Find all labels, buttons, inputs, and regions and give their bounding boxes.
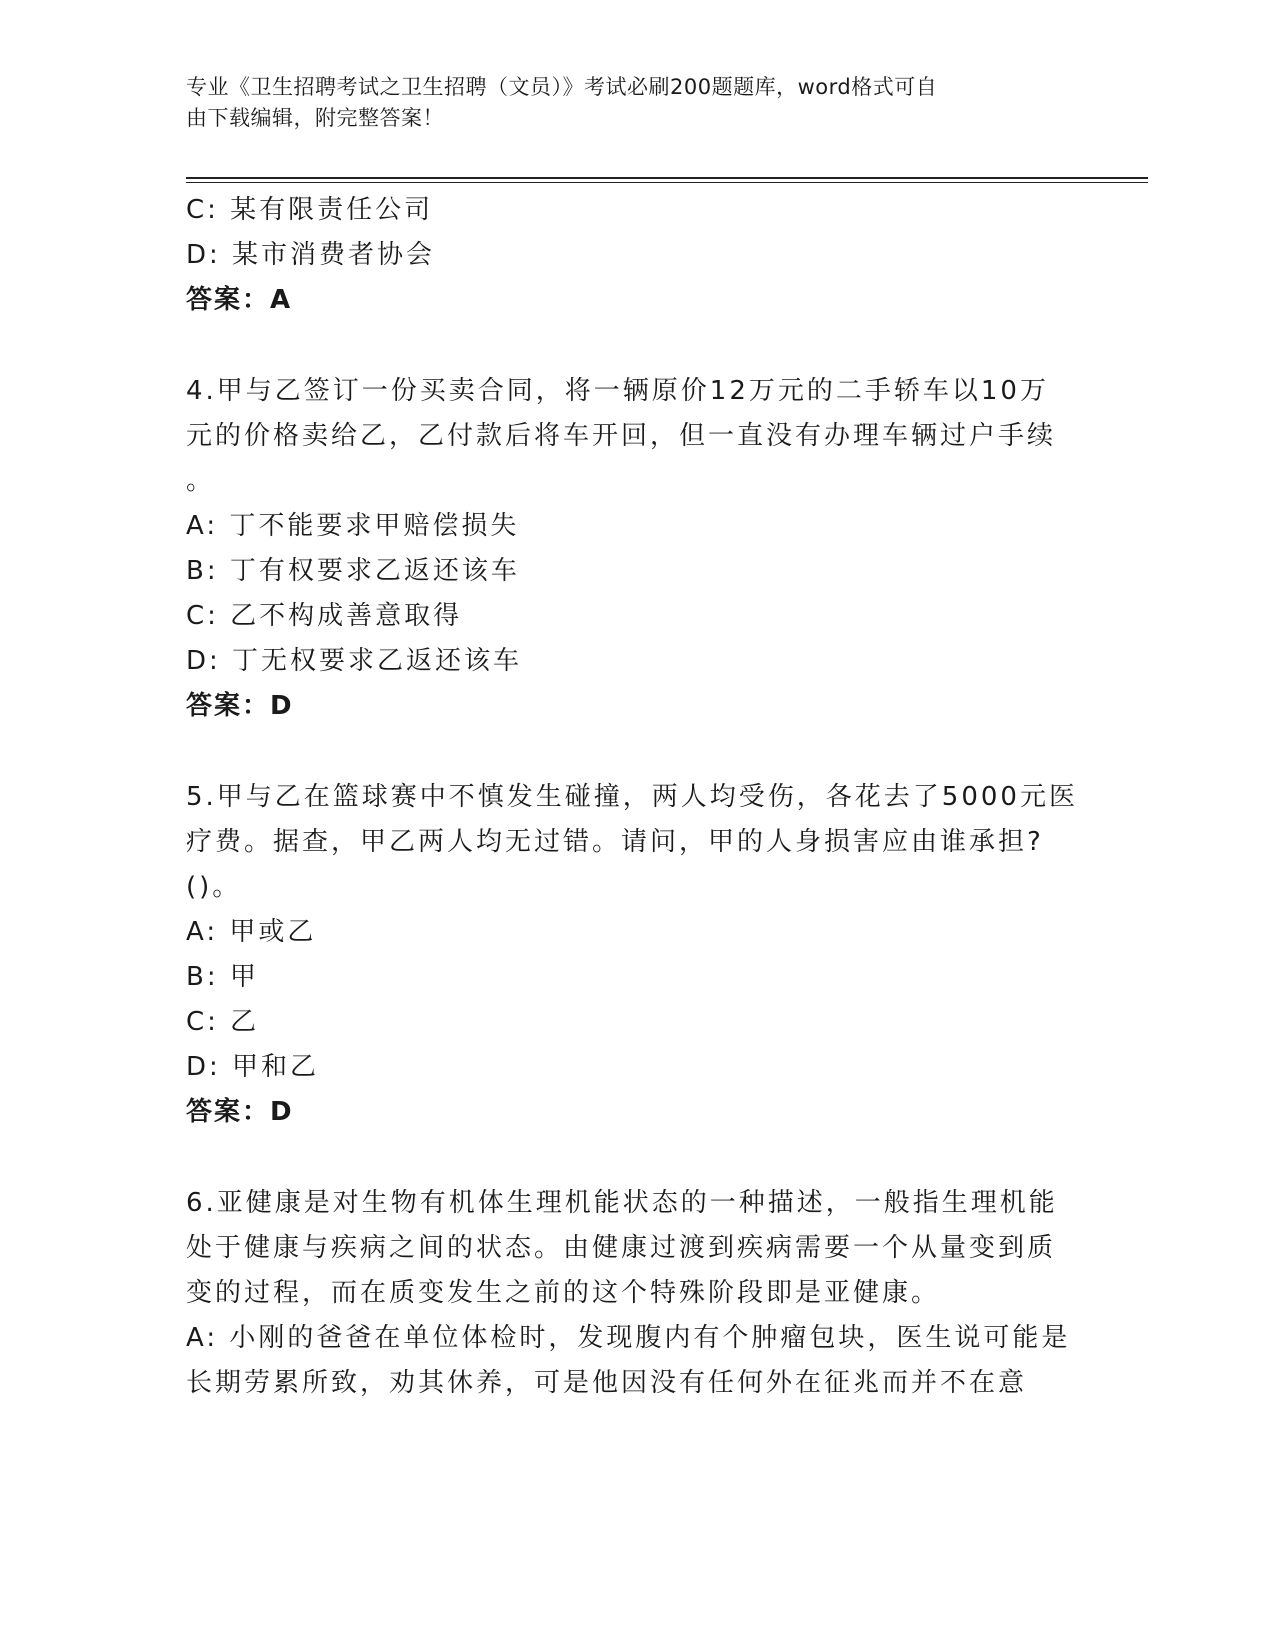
question-5-block	[186, 775, 1086, 1135]
q3-option-c: C: 某有限责任公司	[186, 195, 434, 225]
q5-option-b: B: 甲	[186, 962, 259, 992]
q4-option-d: D: 丁无权要求乙返还该车	[186, 646, 523, 676]
q5-option-a: A: 甲或乙	[186, 917, 317, 947]
q4-option-b: B: 丁有权要求乙返还该车	[186, 556, 520, 586]
q6-option-a-line-2: 长期劳累所致，劝其休养，可是他因没有任何外在征兆而并不在意	[186, 1368, 1028, 1398]
q4-stem-line-3: 。	[186, 466, 216, 496]
q4-stem-line-2: 元的价格卖给乙，乙付款后将车开回，但一直没有办理车辆过户手续	[186, 421, 1057, 451]
question-3-block	[186, 188, 1086, 323]
q5-stem-line-1: 5.甲与乙在篮球赛中不慎发生碰撞，两人均受伤，各花去了5000元医	[186, 782, 1078, 812]
q5-stem-line-2: 疗费。据查，甲乙两人均无过错。请问，甲的人身损害应由谁承担?	[186, 827, 1044, 857]
q6-stem-line-3: 变的过程，而在质变发生之前的这个特殊阶段即是亚健康。	[186, 1278, 941, 1308]
spacer	[186, 1135, 1086, 1181]
q4-option-a: A: 丁不能要求甲赔偿损失	[186, 511, 520, 541]
q5-option-d: D: 甲和乙	[186, 1052, 320, 1082]
q3-option-d: D: 某市消费者协会	[186, 240, 436, 270]
question-6-block	[186, 1181, 1086, 1406]
page-header	[186, 72, 1066, 134]
q4-answer: 答案：D	[186, 691, 294, 721]
q4-option-c: C: 乙不构成善意取得	[186, 601, 463, 631]
q6-stem-line-2: 处于健康与疾病之间的状态。由健康过渡到疾病需要一个从量变到质	[186, 1233, 1057, 1263]
header-line-2: 由下载编辑，附完整答案！	[186, 106, 444, 130]
spacer	[186, 323, 1086, 369]
header-line-1: 专业《卫生招聘考试之卫生招聘（文员）》考试必刷200题题库，word格式可自	[186, 75, 938, 99]
spacer	[186, 729, 1086, 775]
q6-stem-line-1: 6.亚健康是对生物有机体生理机能状态的一种描述，一般指生理机能	[186, 1188, 1058, 1218]
q5-stem-line-3: ()。	[186, 872, 242, 902]
q4-stem-line-1: 4.甲与乙签订一份买卖合同，将一辆原价12万元的二手轿车以10万	[186, 376, 1049, 406]
q5-option-c: C: 乙	[186, 1007, 260, 1037]
q5-answer: 答案：D	[186, 1097, 294, 1127]
header-divider-bottom	[186, 182, 1148, 183]
question-4-block	[186, 369, 1086, 729]
question-content	[186, 188, 1086, 1406]
q6-option-a-line-1: A: 小刚的爸爸在单位体检时，发现腹内有个肿瘤包块，医生说可能是	[186, 1323, 1071, 1353]
header-divider-top	[186, 177, 1148, 179]
q3-answer: 答案：A	[186, 285, 293, 315]
